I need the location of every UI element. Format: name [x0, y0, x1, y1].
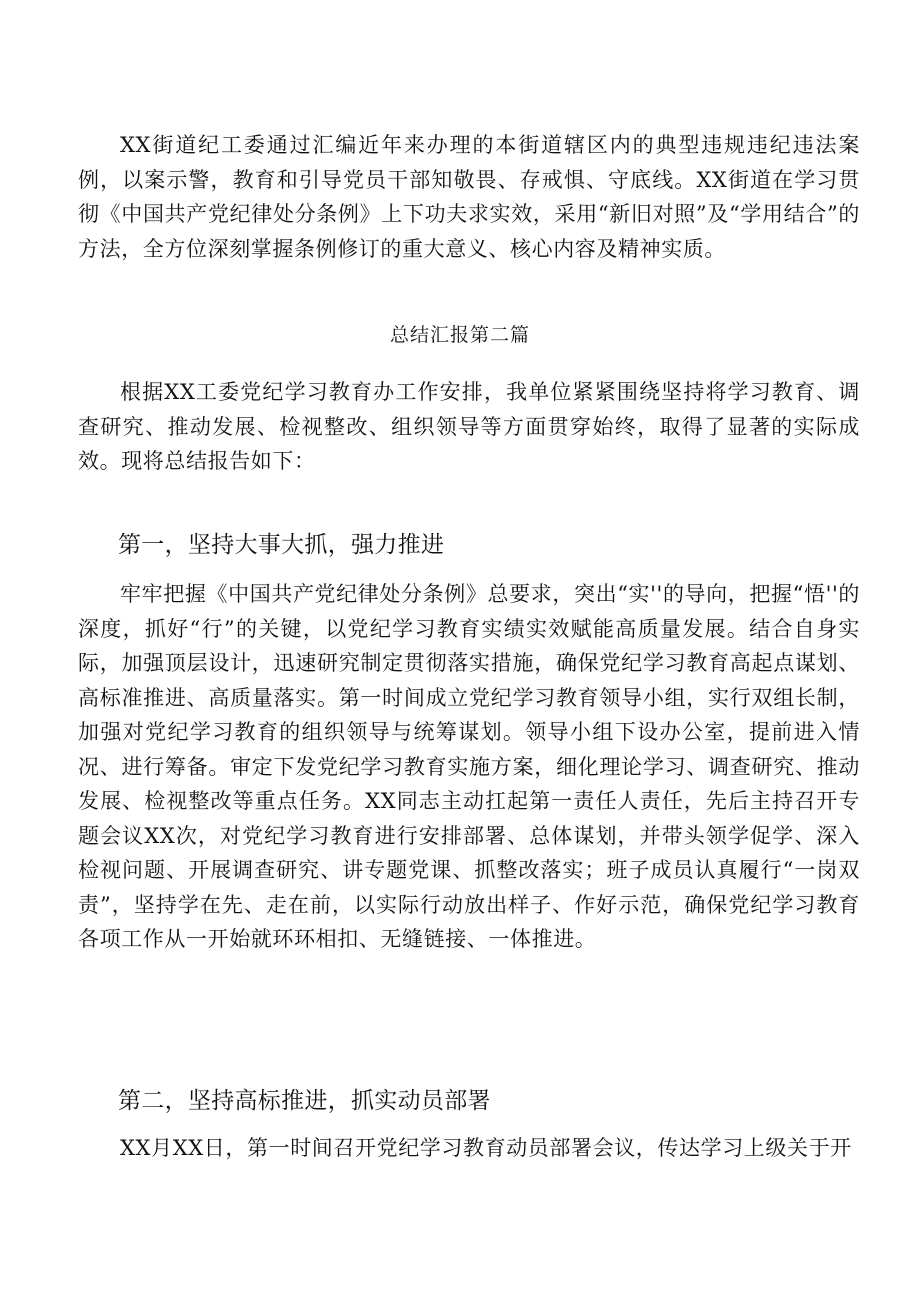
heading-second: 第二，坚持高标推进，抓实动员部署: [118, 1088, 491, 1114]
paragraph-summary: 根据XX工委党纪学习教育办工作安排，我单位紧紧围绕坚持将学习教育、调查研究、推动发展、检视整改、组织领导等方面贯穿始终，取得了显著的实际成效。现将总结报告如下：: [78, 380, 860, 473]
paragraph-first-body: 牢牢把握《中国共产党纪律处分条例》总要求，突出“实''的导向，把握“悟''的深度，抓好“行”的关键，以党纪学习教育实绩实效赋能高质量发展。结合自身实际，加强顶层设计，迅速研究制定贯彻落实措施，确保党纪学习教育高起点谋划、高标准推进、高质量落实。第一时间成立党纪学习教育领导小组，实行双组长制，加强对党纪学习教育的组织领导与统筹谋划。领导小组下设办公室，提前进入情况、进行筹备。审定下发党纪学习教育实施方案，细化理论学习、调查研究、推动发展、检视整改等重点任务。XX同志主动扛起第一责任人责任，先后主持召开专题会议XX次，对党纪学习教育进行安排部署、总体谋划，并带头领学促学、深入检视问题、开展调查研究、讲专题党课、抓整改落实；班子成员认真履行“一岗双责”，坚持学在先、走在前，以实际行动放出样子、作好示范，确保党纪学习教育各项工作从一开始就环环相扣、无缝链接、一体推进。: [78, 582, 860, 951]
paragraph-second-body: XX月XX日，第一时间召开党纪学习教育动员部署会议，传达学习上级关于开: [120, 1136, 852, 1160]
heading-first: 第一，坚持大事大抓，强力推进: [118, 532, 445, 558]
section-title: 总结汇报第二篇: [389, 324, 530, 346]
paragraph-intro: XX街道纪工委通过汇编近年来办理的本街道辖区内的典型违规违纪违法案例，以案示警，教育和引导党员干部知敬畏、存戒惧、守底线。XX街道在学习贯彻《中国共产党纪律处分条例》上下功夫求实效，采用“新旧对照”及“学用结合”的方法，全方位深刻掌握条例修订的重大意义、核心内容及精神实质。: [78, 133, 860, 261]
